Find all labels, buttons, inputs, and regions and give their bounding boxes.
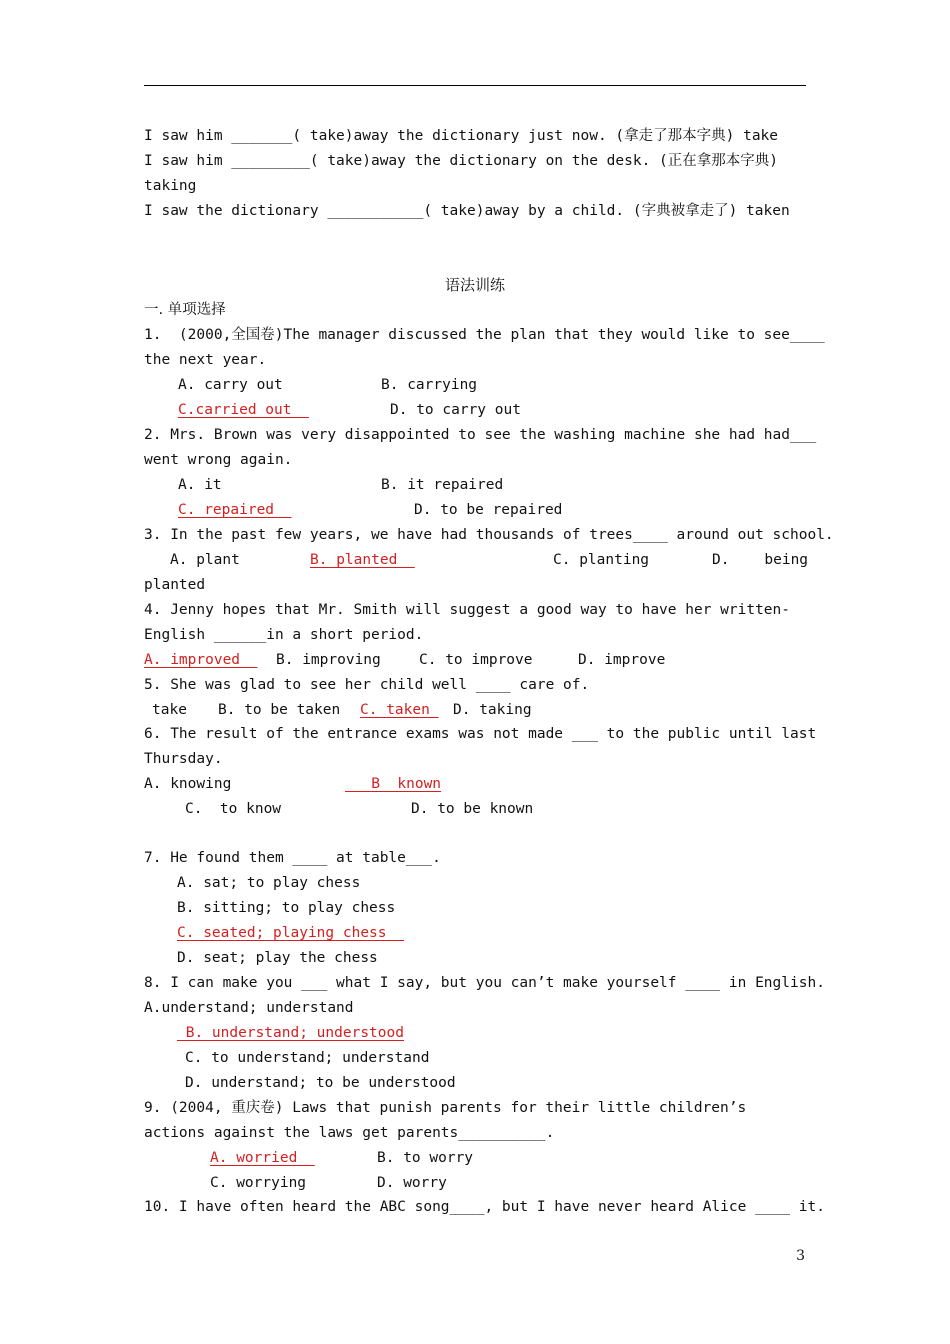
q5-option-d: D. taking (453, 702, 532, 718)
q2-option-d: D. to be repaired (414, 502, 563, 518)
q1-option-a: A. carry out (178, 377, 283, 393)
intro-line-3: I saw the dictionary ___________( take)away by a child. (字典被拿走了) taken (144, 203, 790, 219)
q5-option-b: B. to be taken (218, 702, 341, 718)
q4-option-d: D. improve (578, 652, 666, 668)
q2-option-a: A. it (178, 477, 222, 493)
question-6-stem: 6. The result of the entrance exams was not made ___ to the public until last (144, 726, 817, 742)
question-4-stem: 4. Jenny hopes that Mr. Smith will suggest a good way to have her written- (144, 602, 791, 618)
q9-option-a-answer: A. worried (210, 1150, 315, 1166)
page-number: 3 (796, 1248, 805, 1264)
q3-option-d: D. being (712, 552, 809, 568)
q1-option-b: B. carrying (381, 377, 478, 393)
question-8-stem: 8. I can make you ___ what I say, but you can’t make yourself ____ in English. (144, 975, 825, 991)
section-title: 语法训练 (444, 276, 505, 294)
q3-option-b-answer: B. planted (310, 552, 415, 568)
q3-option-a: A. plant (170, 552, 240, 568)
q7-option-a: A. sat; to play chess (177, 875, 361, 891)
q6-option-d: D. to be known (411, 801, 534, 817)
intro-line-2-continued: taking (144, 178, 197, 194)
q3-option-d-cont: planted (144, 577, 206, 593)
question-2-stem-cont: went wrong again. (144, 452, 293, 468)
q1-option-d: D. to carry out (390, 402, 521, 418)
question-2-stem: 2. Mrs. Brown was very disappointed to see the washing machine she had had___ (144, 427, 817, 443)
question-3-stem: 3. In the past few years, we have had thousands of trees____ around out school. (144, 527, 834, 543)
q6-option-b-answer: B known (345, 776, 442, 792)
question-5-stem: 5. She was glad to see her child well ____ care of. (144, 677, 590, 693)
q4-option-c: C. to improve (419, 652, 533, 668)
q8-option-d: D. understand; to be understood (185, 1075, 456, 1091)
q9-option-d: D. worry (377, 1175, 447, 1191)
q2-option-c-answer: C. repaired (178, 502, 292, 518)
q1-option-c-answer: C.carried out (178, 402, 309, 418)
part-heading: 一. 单项选择 (144, 302, 226, 318)
q7-option-b: B. sitting; to play chess (177, 900, 396, 916)
q5-option-a: take (152, 702, 187, 718)
q6-option-a: A. knowing (144, 776, 232, 792)
header-rule (144, 85, 806, 86)
question-9-stem-cont: actions against the laws get parents__________. (144, 1125, 555, 1141)
question-9-stem: 9. (2004, 重庆卷) Laws that punish parents for their little children’s (144, 1100, 747, 1116)
q8-option-b-answer: B. understand; understood (177, 1025, 404, 1041)
q8-option-c: C. to understand; understand (185, 1050, 430, 1066)
intro-line-2: I saw him _________( take)away the dictionary on the desk. (正在拿那本字典) (144, 153, 779, 169)
q7-option-d: D. seat; play the chess (177, 950, 378, 966)
question-6-stem-cont: Thursday. (144, 751, 223, 767)
q4-option-b: B. improving (276, 652, 381, 668)
q7-option-c-answer: C. seated; playing chess (177, 925, 404, 941)
q3-option-c: C. planting (553, 552, 650, 568)
intro-line-1: I saw him _______( take)away the dictionary just now. (拿走了那本字典) take (144, 128, 779, 144)
q9-option-b: B. to worry (377, 1150, 474, 1166)
question-1-stem: 1. (2000,全国卷)The manager discussed the plan that they would like to see____ (144, 327, 825, 343)
q6-option-c: C. to know (185, 801, 282, 817)
question-7-stem: 7. He found them ____ at table___. (144, 850, 441, 866)
q4-option-a-answer: A. improved (144, 652, 258, 668)
question-4-stem-cont: English ______in a short period. (144, 627, 424, 643)
q8-option-a: A.understand; understand (144, 1000, 354, 1016)
q5-option-c-answer: C. taken (360, 702, 439, 718)
question-10-stem: 10. I have often heard the ABC song____, but I have never heard Alice ____ it. (144, 1199, 825, 1215)
q9-option-c: C. worrying (210, 1175, 307, 1191)
q2-option-b: B. it repaired (381, 477, 504, 493)
question-1-stem-cont: the next year. (144, 352, 267, 368)
